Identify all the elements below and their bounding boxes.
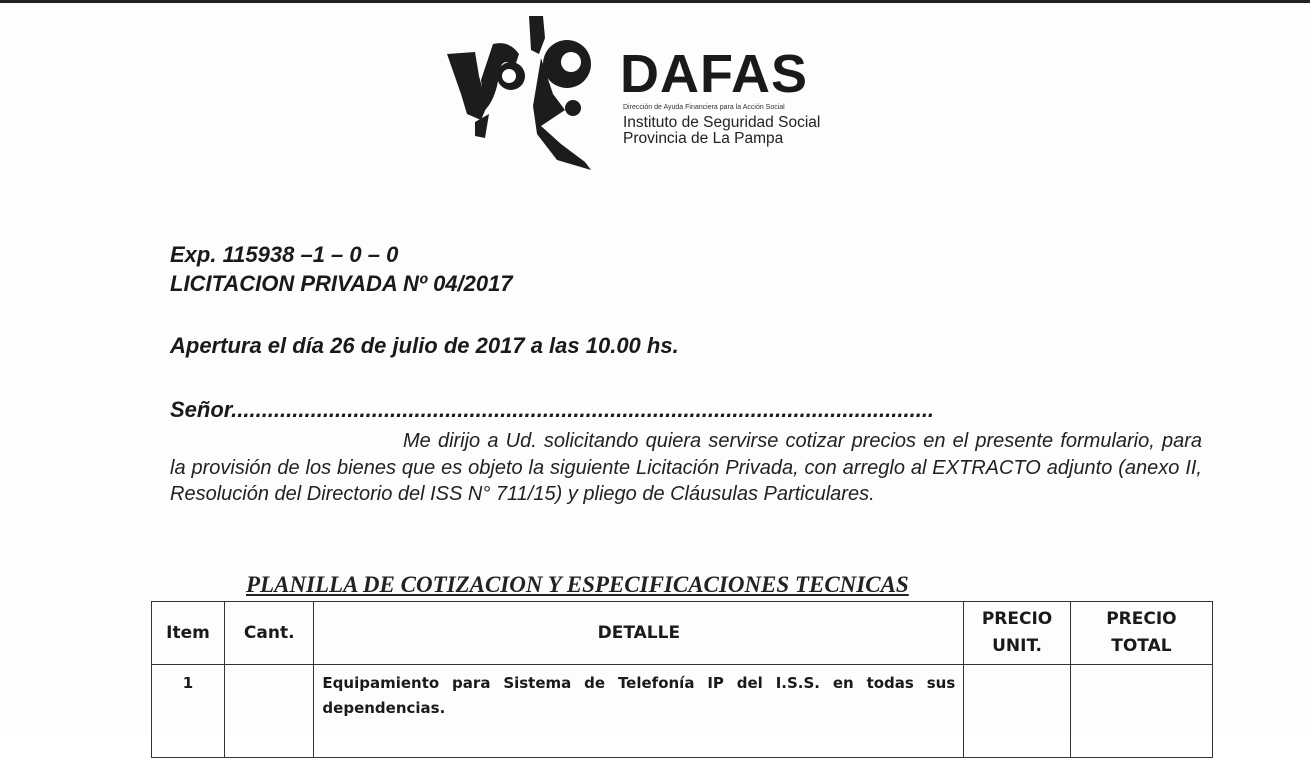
header-precio-total-line2: TOTAL [1111, 636, 1172, 656]
request-paragraph [170, 428, 1202, 508]
apertura-date: Apertura el día 26 de julio de 2017 a las 10.00 hs. [170, 333, 679, 358]
header-item: Item [152, 602, 225, 665]
logo-province: Provincia de La Pampa [623, 130, 784, 147]
top-border [0, 0, 1310, 3]
expediente-number: Exp. 115938 –1 – 0 – 0 [170, 242, 399, 267]
row-precio-unit [964, 665, 1071, 758]
row-item: 1 [152, 665, 225, 758]
row-cant [225, 665, 314, 758]
addressee-line: Señor................................................................................................................... [170, 397, 935, 422]
table-row [152, 665, 1213, 758]
dafas-logo-mark [445, 14, 595, 170]
header-precio-unit-line2: UNIT. [992, 636, 1042, 656]
quotation-table [151, 601, 1213, 758]
header-cant: Cant. [225, 602, 314, 665]
row-detalle: Equipamiento para Sistema de Telefonía IP del I.S.S. en todas sus dependencias. [314, 665, 964, 758]
header-detalle: DETALLE [314, 602, 964, 665]
header-precio-unit [964, 602, 1071, 665]
table-title: PLANILLA DE COTIZACION Y ESPECIFICACIONES TECNICAS [246, 572, 909, 597]
row-precio-total [1070, 665, 1212, 758]
header-precio-unit-line1: PRECIO [981, 609, 1053, 629]
licitacion-title: LICITACION PRIVADA Nº 04/2017 [170, 271, 513, 296]
header-precio-total [1070, 602, 1212, 665]
logo-tagline: Dirección de Ayuda Financiera para la Acción Social [623, 104, 785, 111]
request-paragraph-text: Me dirijo a Ud. solicitando quiera servirse cotizar precios en el presente formulario, para la provisión de los bienes que es objeto la siguiente Licitación Privada, con arreglo al EXTRACTO adjunto (anexo II, Resolución del Directorio del ISS N° 711/15) y pliego de Cláusulas Particulares. [170, 430, 1202, 505]
logo-title: DAFAS [620, 44, 809, 104]
header-precio-total-line1: PRECIO [1106, 609, 1177, 629]
logo-institute: Instituto de Seguridad Social [623, 114, 821, 131]
table-header-row [152, 602, 1213, 665]
